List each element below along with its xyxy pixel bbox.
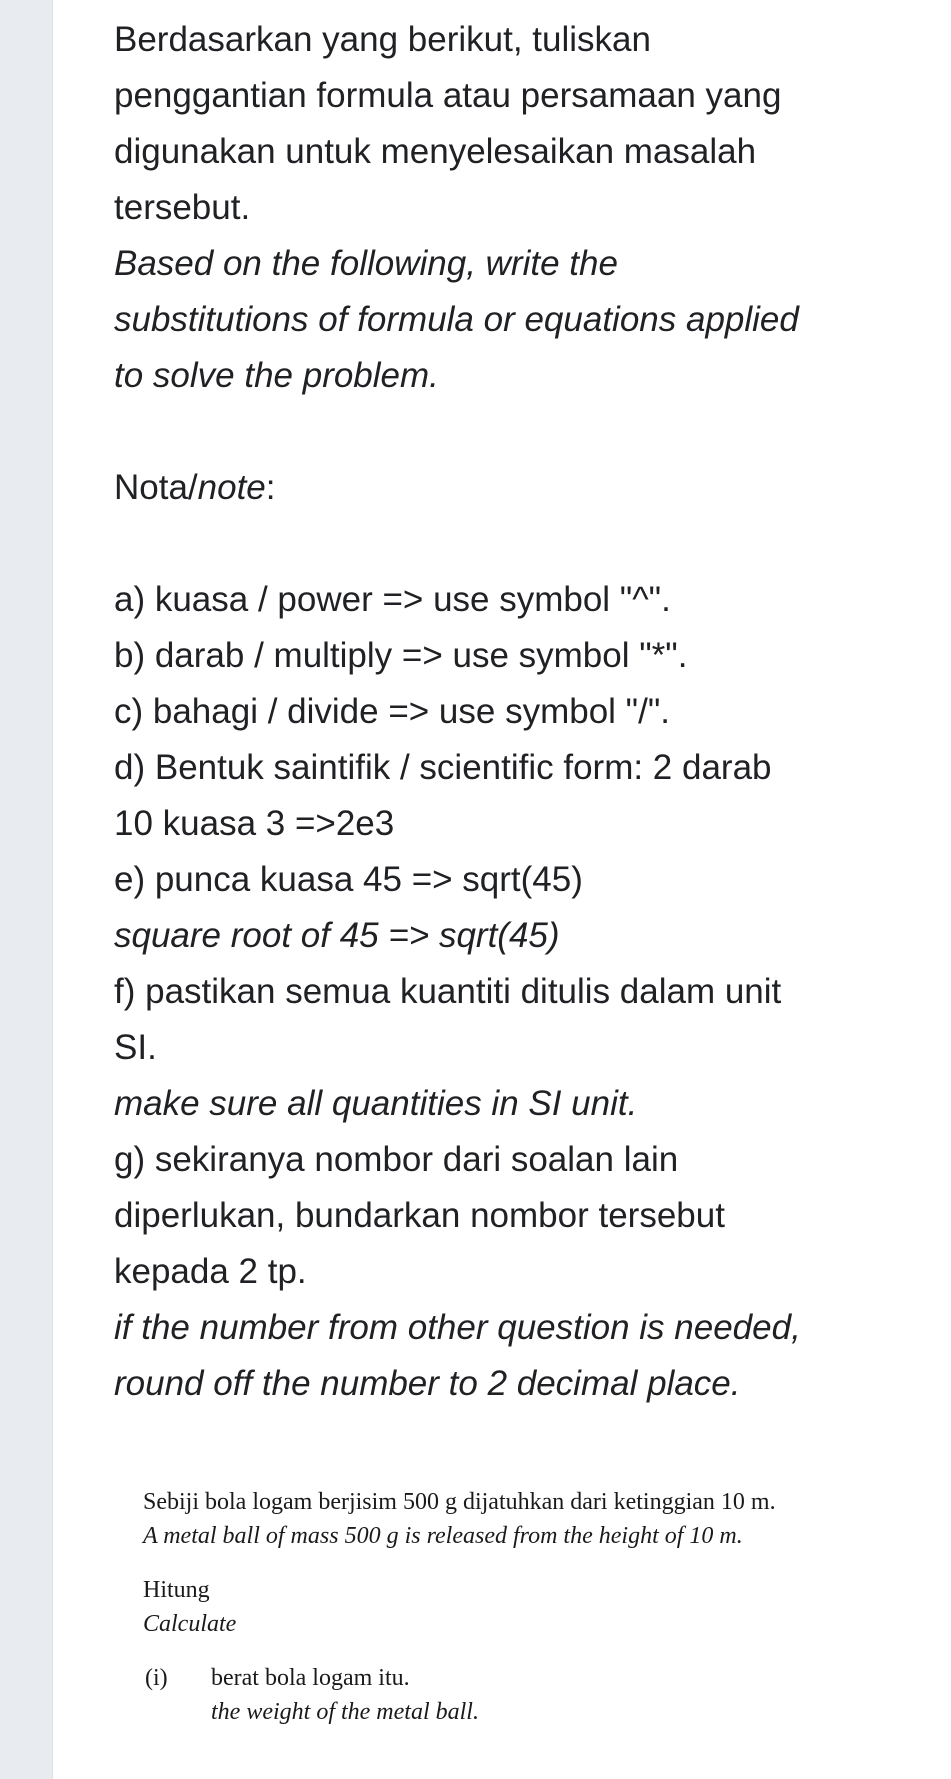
rule-f-line-3: make sure all quantities in SI unit. (114, 1084, 638, 1123)
instruction-english-line-1: Based on the following, write the (114, 244, 618, 283)
instruction-english-line-2: substitutions of formula or equations applied (114, 300, 799, 339)
spacer (143, 1641, 863, 1661)
part-malay: berat bola logam itu. (211, 1665, 410, 1691)
instruction-english-line-3: to solve the problem. (114, 356, 439, 395)
left-rail (0, 0, 53, 1779)
instruction-malay-line-2: penggantian formula atau persamaan yang (114, 76, 782, 115)
instruction-malay-line-3: digunakan untuk menyelesaikan masalah (114, 132, 757, 171)
rule-g-line-4: if the number from other question is needed, (114, 1308, 801, 1347)
note-label-malay: Nota/ (114, 468, 198, 507)
rule-g-line-5: round off the number to 2 decimal place. (114, 1364, 741, 1403)
rule-f-line-1: f) pastikan semua kuantiti ditulis dalam unit (114, 972, 782, 1011)
instruction-malay-line-4: tersebut. (114, 188, 251, 227)
question-text (114, 12, 854, 1412)
spacer (114, 516, 854, 572)
rule-c: c) bahagi / divide => use symbol "/". (114, 692, 670, 731)
part-number: (i) (145, 1665, 168, 1691)
spacer (114, 404, 854, 460)
question-image (143, 1485, 863, 1729)
spacer (143, 1553, 863, 1573)
rule-e-line-1: e) punca kuasa 45 => sqrt(45) (114, 860, 583, 899)
prompt-english: Calculate (143, 1611, 237, 1637)
note-heading (114, 460, 854, 516)
statement-malay: Sebiji bola logam berjisim 500 g dijatuhkan dari ketinggian 10 m. (143, 1489, 776, 1515)
rule-f-line-2: SI. (114, 1028, 157, 1067)
instruction-malay-line-1: Berdasarkan yang berikut, tuliskan (114, 20, 651, 59)
rule-g-line-1: g) sekiranya nombor dari soalan lain (114, 1140, 679, 1179)
rule-g-line-3: kepada 2 tp. (114, 1252, 307, 1291)
part-english: the weight of the metal ball. (211, 1699, 479, 1725)
rule-b: b) darab / multiply => use symbol "*". (114, 636, 688, 675)
rule-d-line-1: d) Bentuk saintifik / scientific form: 2 darab (114, 748, 772, 787)
rule-g-line-2: diperlukan, bundarkan nombor tersebut (114, 1196, 725, 1235)
statement-english: A metal ball of mass 500 g is released from the height of 10 m. (143, 1523, 743, 1549)
prompt-malay: Hitung (143, 1577, 210, 1603)
note-label-suffix: : (265, 468, 276, 507)
part-i (143, 1661, 863, 1695)
note-label-english: note (197, 468, 266, 507)
rule-d-line-2: 10 kuasa 3 =>2e3 (114, 804, 395, 843)
rule-a: a) kuasa / power => use symbol "^". (114, 580, 671, 619)
rule-e-line-2: square root of 45 => sqrt(45) (114, 916, 560, 955)
